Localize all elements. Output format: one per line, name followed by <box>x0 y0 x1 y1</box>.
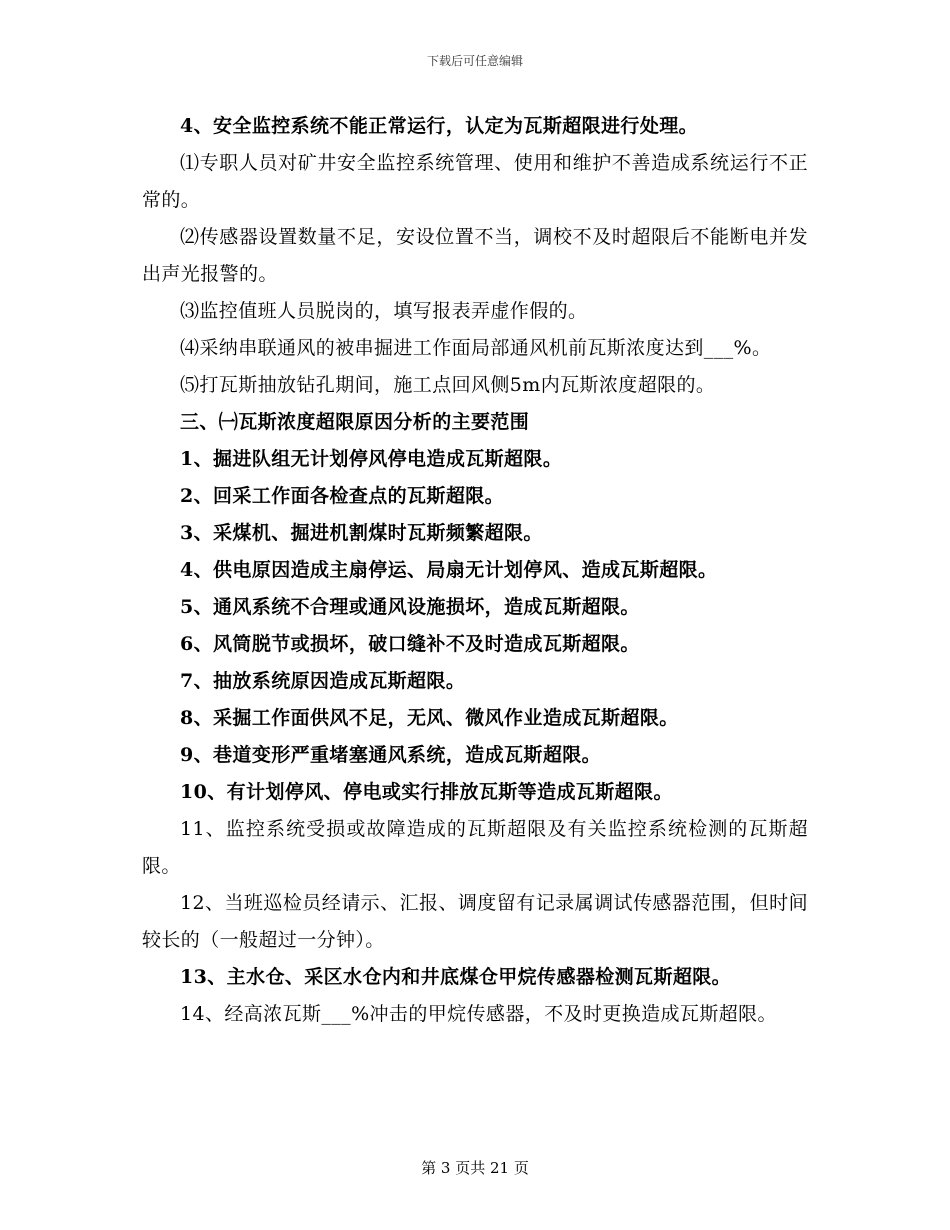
paragraph: 4、安全监控系统不能正常运行，认定为瓦斯超限进行处理。 <box>180 115 699 137</box>
document-body <box>142 108 808 1033</box>
list-item: 7、抽放系统原因造成瓦斯超限。 <box>180 670 466 692</box>
list-item: 10、有计划停风、停电或实行排放瓦斯等造成瓦斯超限。 <box>180 781 673 803</box>
list-item: 3、采煤机、掘进机割煤时瓦斯频繁超限。 <box>180 522 543 544</box>
page-header-note: 下载后可任意编辑 <box>426 54 523 68</box>
list-item: 9、巷道变形严重堵塞通风系统，造成瓦斯超限。 <box>180 744 602 766</box>
list-item: 13、主水仓、采区水仓内和井底煤仓甲烷传感器检测瓦斯超限。 <box>180 966 732 988</box>
list-item: 2、回采工作面各检查点的瓦斯超限。 <box>180 485 505 507</box>
paragraph: ⑷采纳串联通风的被串掘进工作面局部通风机前瓦斯浓度达到___%。 <box>180 337 772 359</box>
list-item: 8、采掘工作面供风不足，无风、微风作业造成瓦斯超限。 <box>180 707 679 729</box>
page-number-footer: 第 3 页共 21 页 <box>421 1159 529 1177</box>
list-item: 6、风筒脱节或损坏，破口缝补不及时造成瓦斯超限。 <box>180 633 640 655</box>
paragraph: ⑴专职人员对矿井安全监控系统管理、使用和维护不善造成系统运行不正常的。 <box>142 152 808 211</box>
paragraph: ⑵传感器设置数量不足，安设位置不当，调校不及时超限后不能断电并发出声光报警的。 <box>142 226 808 285</box>
paragraph: ⑶监控值班人员脱岗的，填写报表弄虚作假的。 <box>180 300 588 322</box>
list-item: 12、当班巡检员经请示、汇报、调度留有记录属调试传感器范围，但时间较长的（一般超过一分钟）。 <box>142 892 808 951</box>
paragraph: ⑸打瓦斯抽放钻孔期间，施工点回风侧5m内瓦斯浓度超限的。 <box>180 374 716 396</box>
list-item: 14、经高浓瓦斯___%冲击的甲烷传感器，不及时更换造成瓦斯超限。 <box>180 1003 777 1025</box>
list-item: 1、掘进队组无计划停风停电造成瓦斯超限。 <box>180 448 563 470</box>
list-item: 5、通风系统不合理或通风设施损坏，造成瓦斯超限。 <box>180 596 640 618</box>
list-item: 11、监控系统受损或故障造成的瓦斯超限及有关监控系统检测的瓦斯超限。 <box>142 818 808 877</box>
list-item: 4、供电原因造成主扇停运、局扇无计划停风、造成瓦斯超限。 <box>180 559 718 581</box>
section-heading: 三、㈠瓦斯浓度超限原因分析的主要范围 <box>180 411 530 433</box>
